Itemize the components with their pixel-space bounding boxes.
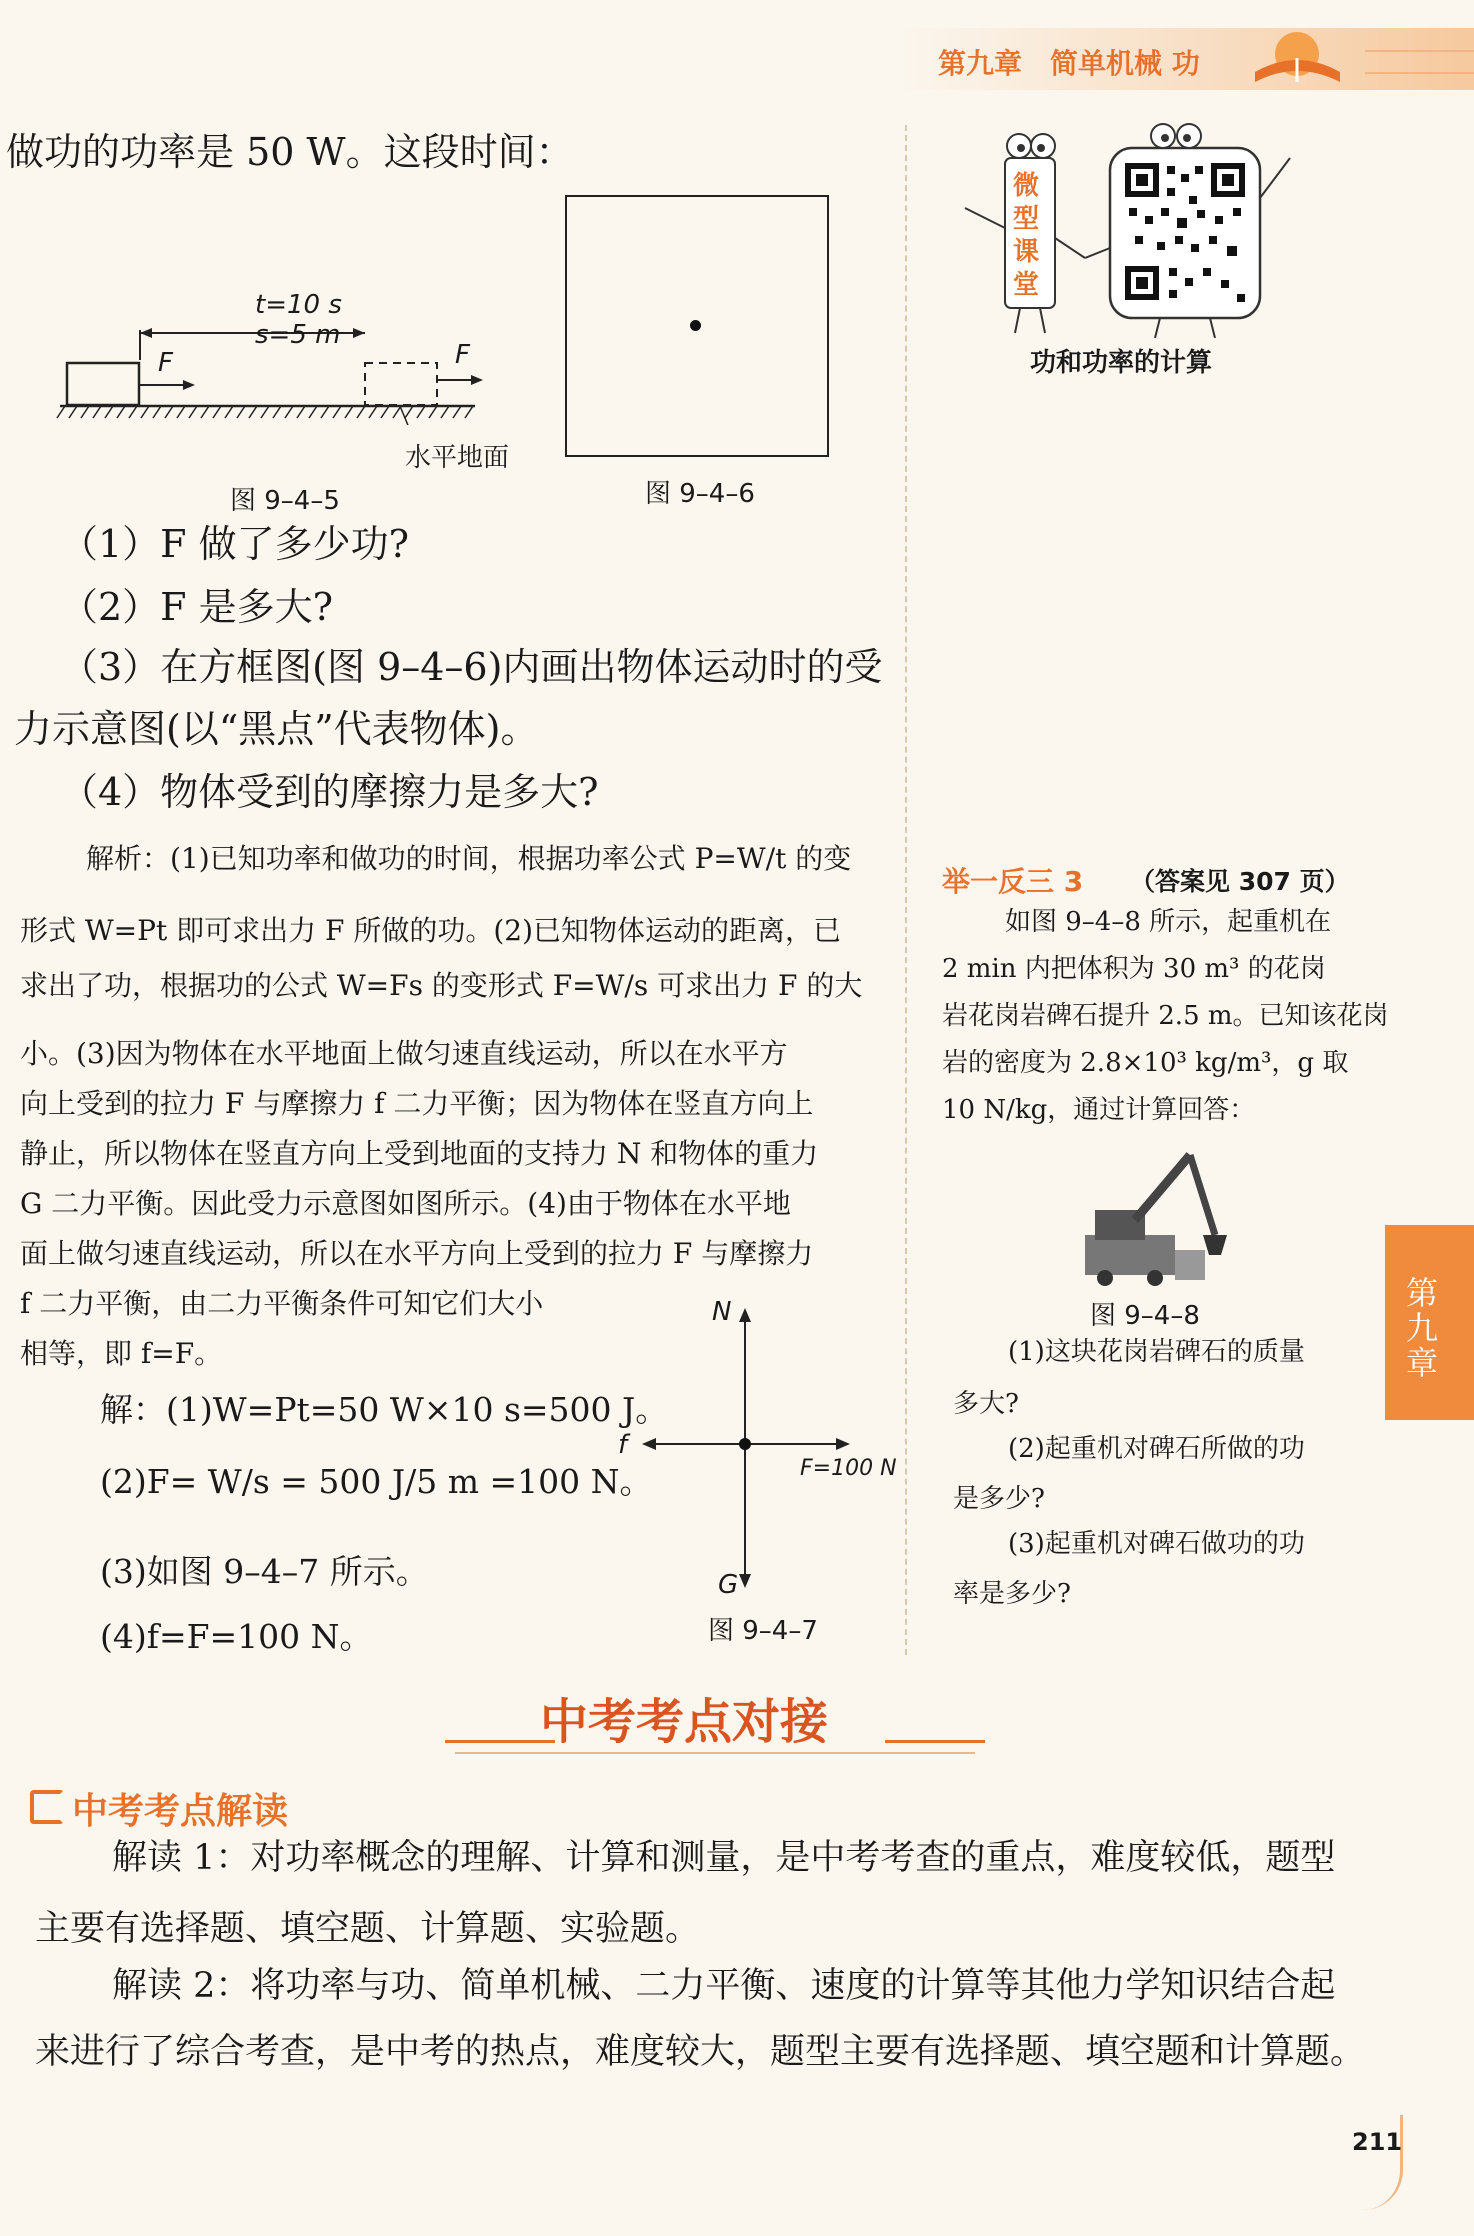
fig5-force-label-1: F <box>158 348 173 378</box>
fig8-caption: 图 9–4–8 <box>1090 1301 1200 1331</box>
section-subtitle: 中考考点解读 <box>72 1791 289 1832</box>
fig5-ground-label: 水平地面 <box>405 443 510 473</box>
solution-line-3: (3)如图 9–4–7 所示。 <box>100 1552 429 1591</box>
figure-9-4-7 <box>630 1300 860 1610</box>
reading-line-4: 来进行了综合考查，是中考的热点，难度较大，题型主要有选择题、填空题和计算题。 <box>35 2032 1366 2072</box>
practice-q-1b: 多大? <box>953 1389 1019 1419</box>
fig7-N-label: N <box>712 1297 732 1327</box>
qr-caption: 功和功率的计算 <box>1030 348 1213 378</box>
qr-sign-3: 课 <box>1013 237 1040 267</box>
object-dot <box>690 320 701 331</box>
practice-q-3b: 率是多少? <box>953 1579 1071 1609</box>
analysis-line-5: 向上受到的拉力 F 与摩擦力 f 二力平衡；因为物体在竖直方向上 <box>20 1087 814 1120</box>
qr-sign-2: 型 <box>1013 204 1040 234</box>
reading-line-3: 解读 2：将功率与功、简单机械、二力平衡、速度的计算等其他力学知识结合起 <box>112 1966 1336 2006</box>
fig7-f-label: f <box>618 1430 628 1460</box>
intro-text: 做功的功率是 50 W。这段时间： <box>6 130 574 174</box>
fig7-G-label: G <box>718 1570 739 1600</box>
banner-right-line <box>885 1740 985 1743</box>
question-1: （1）F 做了多少功? <box>60 522 409 566</box>
solution-line-4: (4)f=F=100 N。 <box>100 1617 373 1656</box>
practice-line-3: 岩花岗岩碑石提升 2.5 m。已知该花岗 <box>942 1001 1389 1031</box>
fig6-caption: 图 9–4–6 <box>645 479 755 509</box>
qr-sign-4: 堂 <box>1013 270 1040 300</box>
solution-line-1: 解：(1)W=Pt=50 W×10 s=500 J。 <box>100 1390 669 1429</box>
side-tab-char-1: 第 <box>1406 1274 1439 1312</box>
fig5-distance-label: s=5 m <box>255 320 341 350</box>
analysis-line-1: 解析：(1)已知功率和做功的时间，根据功率公式 P=W/t 的变 <box>86 842 852 875</box>
analysis-line-9: f 二力平衡，由二力平衡条件可知它们大小 <box>20 1287 544 1320</box>
practice-title: 举一反三 3 <box>942 865 1084 898</box>
subtitle-marker-icon <box>30 1790 64 1824</box>
analysis-line-8: 面上做匀速直线运动，所以在水平方向上受到的拉力 F 与摩擦力 <box>20 1237 814 1270</box>
practice-line-4: 岩的密度为 2.8×10³ kg/m³，g 取 <box>942 1048 1349 1078</box>
side-tab-char-3: 章 <box>1406 1344 1439 1382</box>
section-banner: 中考考点对接 <box>540 1694 829 1750</box>
fig7-F-label: F=100 N <box>800 1456 897 1481</box>
banner-left-line <box>445 1740 555 1743</box>
practice-q-2a: (2)起重机对碑石所做的功 <box>1008 1434 1305 1464</box>
practice-q-1a: (1)这块花岗岩碑石的质量 <box>1008 1337 1305 1367</box>
practice-q-3a: (3)起重机对碑石做功的功 <box>1008 1529 1305 1559</box>
reading-line-2: 主要有选择题、填空题、计算题、实验题。 <box>35 1909 701 1949</box>
practice-line-2: 2 min 内把体积为 30 m³ 的花岗 <box>942 954 1326 984</box>
column-divider <box>905 125 907 1655</box>
analysis-line-3: 求出了功，根据功的公式 W=Fs 的变形式 F=W/s 可求出力 F 的大 <box>20 969 863 1002</box>
analysis-line-6: 静止，所以物体在竖直方向上受到地面的支持力 N 和物体的重力 <box>20 1137 819 1170</box>
practice-line-1: 如图 9–4–8 所示，起重机在 <box>1005 907 1332 937</box>
fig5-time-label: t=10 s <box>255 290 342 320</box>
analysis-line-4: 小。(3)因为物体在水平地面上做匀速直线运动，所以在水平方 <box>20 1037 788 1070</box>
solution-line-2: (2)F= W/s = 500 J/5 m =100 N。 <box>100 1462 653 1501</box>
crane-image <box>1075 1140 1245 1290</box>
reading-line-1: 解读 1：对功率概念的理解、计算和测量，是中考考查的重点，难度较低，题型 <box>112 1838 1336 1878</box>
header-chapter: 第九章 <box>938 47 1023 80</box>
fig5-force-label-2: F <box>455 340 470 370</box>
practice-answer-ref: （答案见 307 页） <box>1130 867 1350 896</box>
page-number: 211 <box>1352 2128 1403 2156</box>
question-2: （2）F 是多大? <box>60 585 333 629</box>
question-3b: 力示意图(以“黑点”代表物体)。 <box>14 707 539 751</box>
fig7-caption: 图 9–4–7 <box>708 1616 818 1646</box>
fig5-caption: 图 9–4–5 <box>230 486 340 516</box>
analysis-line-7: G 二力平衡。因此受力示意图如图所示。(4)由于物体在水平地 <box>20 1187 791 1220</box>
qr-sign-1: 微 <box>1013 171 1040 201</box>
book-logo-icon <box>1245 22 1350 92</box>
banner-underline <box>455 1752 975 1754</box>
header-title: 简单机械 功 <box>1050 47 1200 80</box>
micro-class-mascot-icon <box>945 118 1305 338</box>
header-lines <box>1365 50 1474 74</box>
question-3a: （3）在方框图(图 9–4–6)内画出物体运动时的受 <box>60 645 883 689</box>
practice-q-2b: 是多少? <box>953 1484 1045 1514</box>
analysis-line-10: 相等，即 f=F。 <box>20 1337 223 1370</box>
practice-line-5: 10 N/kg，通过计算回答： <box>942 1095 1256 1125</box>
side-tab-char-2: 九 <box>1406 1309 1439 1347</box>
question-4: （4）物体受到的摩擦力是多大? <box>60 770 599 814</box>
analysis-line-2: 形式 W=Pt 即可求出力 F 所做的功。(2)已知物体运动的距离，已 <box>20 914 842 947</box>
